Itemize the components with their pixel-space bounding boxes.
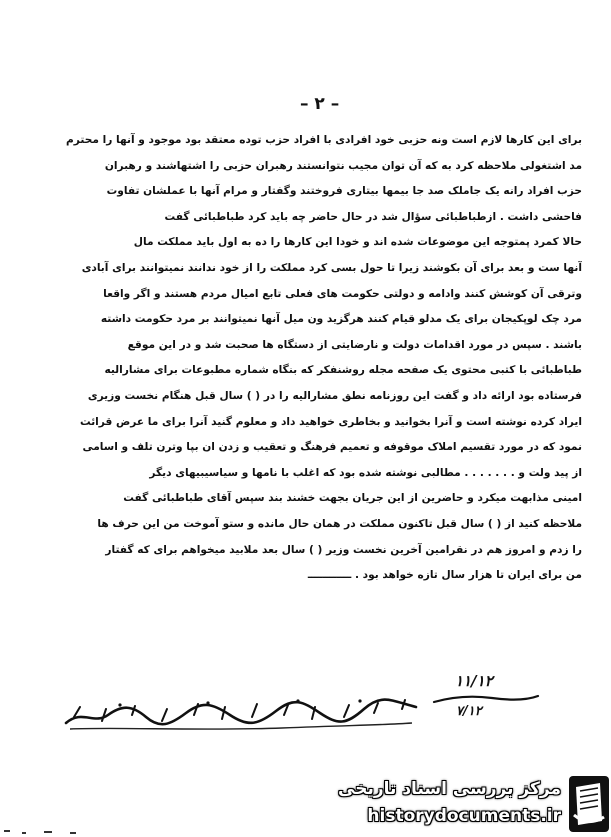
scan-edge-marks: [0, 823, 90, 837]
body-line: من برای ایران تا هزار سال تازه خواهد بود . ــــــــــــ: [307, 569, 582, 582]
body-line: ایراد کرده نوشته است و آنرا بخوانید و بخاطری خواهید داد و معلوم گنید آنرا برای ما عرض قرائت: [79, 415, 582, 428]
body-line: امینی مذابهت میکرد و حاضرین از این جریان بجهت خشند بند سپس آقای طباطبائی گفت: [123, 492, 582, 505]
body-line: ملاحظه کنید از ( ) سال قبل تاکنون مملکت در همان حال مانده و ستو آموخت من این حرف ها: [97, 517, 582, 530]
watermark: [322, 773, 611, 837]
body-line: را زدم و امروز هم در نقرامین آخرین نخست وزیر ( ) سال بعد ملابید میخواهم برای که گفتار: [105, 543, 582, 556]
body-line: از پید ولت و . . . . . . . مطالبی نوشته شده بود که اغلب با نامها و سیاسیبیهای دیگر: [149, 466, 582, 479]
archive-logo-icon: [568, 775, 610, 833]
body-line: طباطبائی با کتبی محتوی یک صفحه مجله روشنفکر که بنگاه شماره مطبوعات برای مشارالیه: [104, 364, 582, 377]
signature-date-text: ۱۱/۱۲: [455, 672, 493, 690]
body-line: فرستاده بود ارائه داد و گفت این روزنامه نطق مشارالیه را در ( ) سال قبل هنگام نخست وزیری: [87, 389, 582, 402]
signature-underline: [432, 692, 542, 706]
body-line: مد اشتغولی ملاحظه کرد به که آن توان مجیب نتوانستند رهبران حزبی را اشتهاشند و رهبران: [104, 159, 582, 172]
body-line: آنها ست و بعد برای آن بکوشند زیرا تا حول بسی کرد مملکت را از خود ندانند نمیتوانند برای آبادی: [81, 261, 582, 274]
watermark-title: مرکز بررسی اسناد تاریخی: [338, 779, 561, 799]
body-line: حالا کمرد پمتوجه این موضوعات شده اند و خودا این کارها را ده به اول باید مملکت مال: [133, 236, 582, 249]
body-line: مرد چک لوپکیجان برای یک مدلو قیام کنند هرگزید ون میل آنها نمیتوانند بر مرد حکومت داشته: [100, 313, 582, 326]
page-number: – ۲ –: [300, 94, 340, 114]
body-line: برای این کارها لازم است ونه حزبی خود افرادی با افراد حزب توده معتقد بود موجود و آنها را محترم: [66, 134, 582, 146]
handwritten-note: [62, 695, 422, 735]
watermark-url: historydocuments.ir: [367, 806, 561, 826]
body-line: نمود که در مورد تقسیم املاک موقوفه و تعمیم فرهنگ و تعقیب و زدن ان بپا وترن تلف و اسامی: [82, 441, 582, 454]
signature-subdate: ۷/۱۲: [456, 704, 482, 719]
document-body: [34, 128, 582, 589]
body-line: فاحشی داشت . ازطباطبائی سؤال شد در حال حاضر چه باید کرد طباطبائی گفت: [164, 210, 582, 223]
body-line: باشند . سپس در مورد اقدامات دولت و نارضایتی از دستگاه ها صحبت شد و در این موقع: [127, 338, 582, 351]
body-line: وترقی آن کوشش کنند وادامه و دولتی حکومت های فعلی تابع امیال مردم هستند و اگر واقعا: [103, 287, 582, 300]
body-line: حزب افراد رانه یک جاملک صد جا بیمها بیتاری فروختند وگفتار و مرام آنها با عملشان تفاوت: [106, 185, 582, 198]
